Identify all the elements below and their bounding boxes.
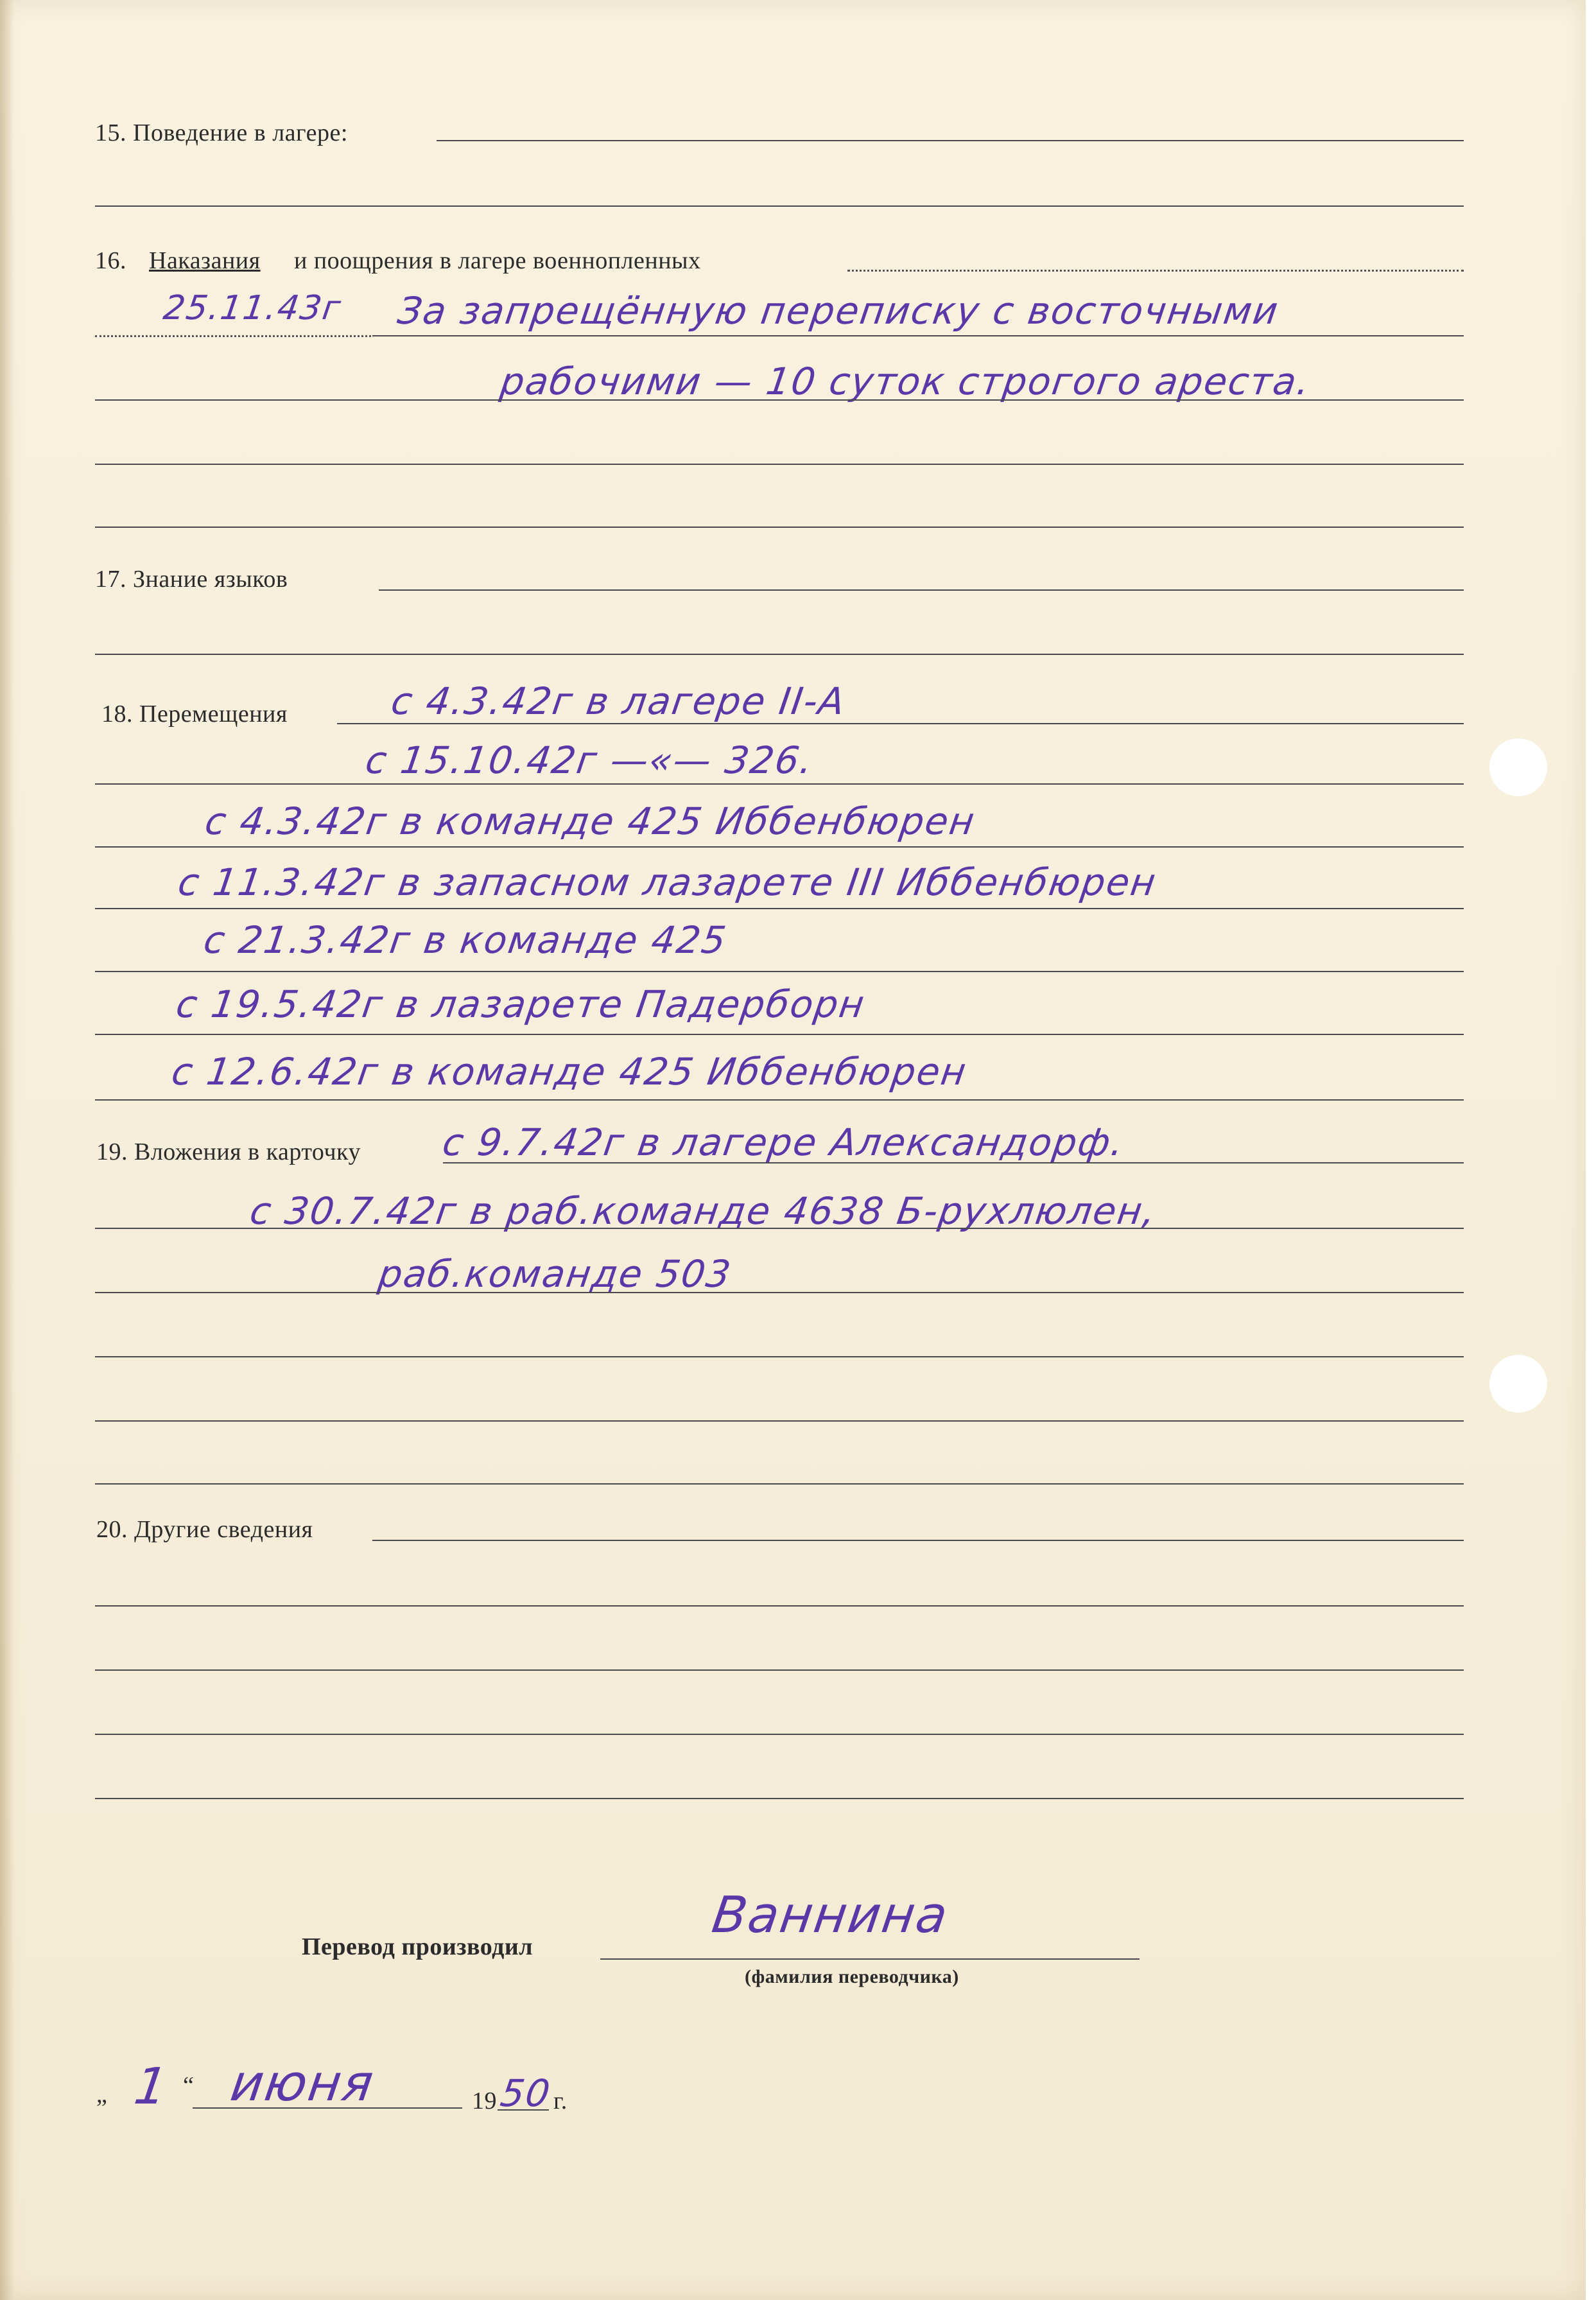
- paper-edge-shadow: [0, 0, 14, 2300]
- field-15-line-1: [437, 140, 1464, 141]
- field-16-line-1: [372, 335, 1464, 336]
- field-20-line-5: [95, 1798, 1464, 1799]
- f19-line-2: с 30.7.42г в раб.команде 4638 Б-рухлюлен,: [247, 1189, 1159, 1233]
- field-20-line-2: [95, 1605, 1464, 1607]
- field-19-line-6: [95, 1483, 1464, 1485]
- f18-line-3: с 4.3.42г в команде 425 Иббенбюрен: [202, 799, 978, 843]
- field-20-label: 20. Другие сведения: [96, 1516, 313, 1543]
- f18-line-5: с 21.3.42г в команде 425: [201, 918, 730, 962]
- field-19-line-1: [443, 1162, 1464, 1163]
- field-18-label: 18. Перемещения: [101, 701, 288, 727]
- field-18-line-7: [95, 1099, 1464, 1101]
- field-19-line-2: [95, 1228, 1464, 1229]
- f18-line-2: с 15.10.42г —«— 326.: [363, 738, 817, 782]
- date-year-suffix: г.: [553, 2087, 568, 2114]
- date-year-line: [498, 2109, 549, 2111]
- field-18-line-4: [95, 908, 1464, 909]
- field-16-line-3: [95, 464, 1464, 465]
- date-month-handwritten: июня: [227, 2055, 378, 2113]
- translator-label: Перевод производил: [302, 1933, 533, 1960]
- punch-hole-top: [1489, 738, 1547, 796]
- field-20-line-4: [95, 1734, 1464, 1735]
- field-16-line-4: [95, 527, 1464, 528]
- translator-line: [600, 1958, 1140, 1960]
- field-19-line-4: [95, 1356, 1464, 1357]
- field-19-line-5: [95, 1420, 1464, 1422]
- field-17-line-1: [379, 589, 1464, 591]
- field-18-line-1: [337, 723, 1464, 724]
- field-16-dotted-line: [847, 270, 1464, 272]
- field-16-number: 16.: [95, 247, 126, 274]
- field-17-line-2: [95, 654, 1464, 655]
- f16-handwritten-date: 25.11.43г: [160, 289, 345, 327]
- f18-line-6: с 19.5.42г в лазарете Падерборн: [173, 982, 869, 1026]
- translator-caption: (фамилия переводчика): [745, 1966, 959, 1987]
- field-18-line-2: [95, 783, 1464, 785]
- field-19-line-3: [95, 1292, 1464, 1293]
- field-15-line-2: [95, 205, 1464, 207]
- field-18-line-5: [95, 971, 1464, 972]
- f16-handwritten-line-2: рабочими — 10 суток строгого ареста.: [498, 360, 1314, 403]
- field-20-line-1: [372, 1540, 1464, 1541]
- f16-date-dotted-line: [95, 335, 371, 337]
- field-16-label-rest: и поощрения в лагере военнопленных: [294, 247, 701, 274]
- f16-handwritten-line-1: За запрещённую переписку с восточными: [395, 289, 1282, 333]
- field-17-label: 17. Знание языков: [95, 566, 288, 593]
- field-18-line-6: [95, 1034, 1464, 1035]
- punch-hole-bottom: [1489, 1355, 1547, 1413]
- f18-line-4: с 11.3.42г в запасном лазарете III Иббенбюрен: [175, 860, 1160, 904]
- date-month-line: [193, 2107, 462, 2109]
- translator-name-handwritten: Ваннина: [708, 1886, 953, 1944]
- date-day-handwritten: 1: [130, 2058, 172, 2116]
- date-year-prefix: 19: [472, 2087, 497, 2114]
- field-16-punishments-word: Наказания: [149, 247, 261, 274]
- f18-line-7: с 12.6.42г в команде 425 Иббенбюрен: [169, 1050, 970, 1093]
- date-open-quote: „: [96, 2081, 108, 2108]
- f19-line-1: с 9.7.42г в лагере Александорф.: [440, 1120, 1128, 1164]
- field-18-line-3: [95, 846, 1464, 848]
- field-19-label: 19. Вложения в карточку: [96, 1138, 361, 1165]
- field-20-line-3: [95, 1669, 1464, 1671]
- f19-line-3: раб.команде 503: [376, 1252, 735, 1296]
- date-year-handwritten: 50: [498, 2071, 554, 2115]
- field-15-label: 15. Поведение в лагере:: [95, 119, 348, 146]
- date-close-quote: “: [183, 2072, 195, 2099]
- field-16-line-2: [95, 399, 1464, 401]
- f18-line-1: с 4.3.42г в лагере II-А: [388, 679, 849, 723]
